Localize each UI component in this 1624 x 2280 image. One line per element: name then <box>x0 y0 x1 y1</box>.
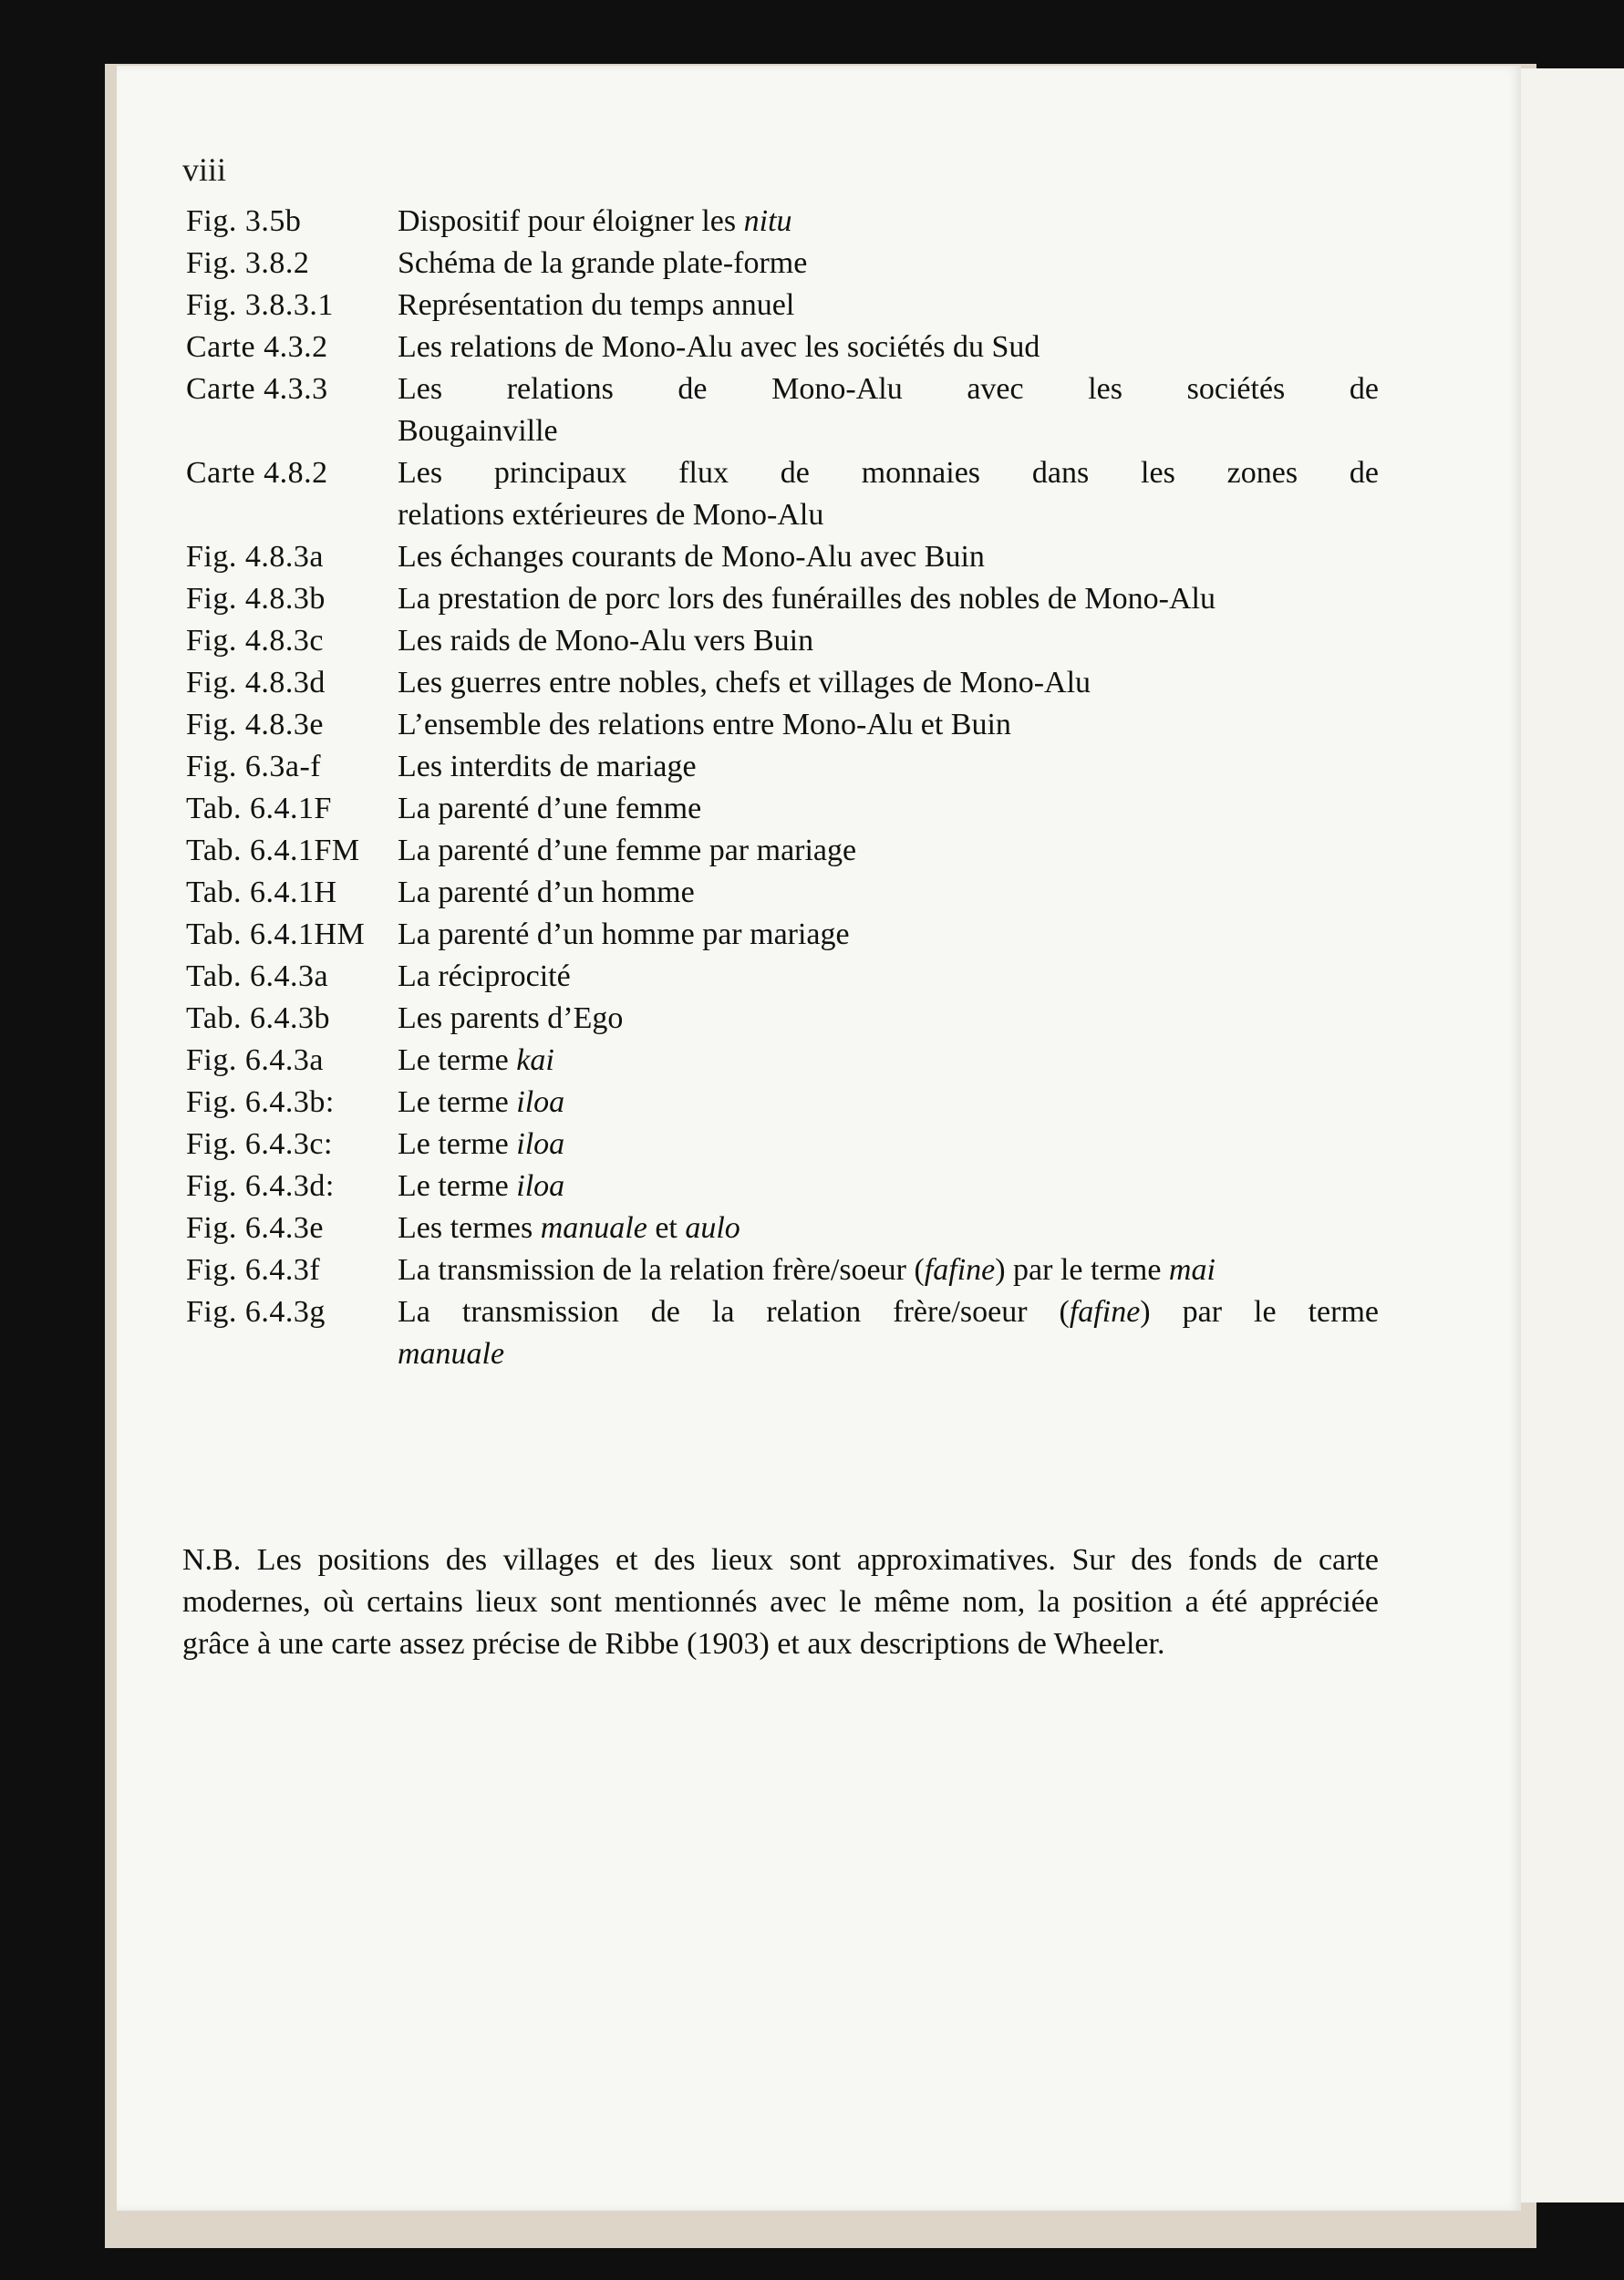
figure-ref: Fig. 4.8.3e <box>186 708 324 741</box>
caption-text: Les termes <box>398 1211 541 1245</box>
list-item <box>182 620 1386 662</box>
figure-ref: Fig. 6.4.3c: <box>186 1127 333 1161</box>
caption-text: ) par le terme <box>1140 1295 1379 1329</box>
figure-caption <box>398 285 1386 326</box>
italic-term: mai <box>1168 1253 1215 1287</box>
figure-ref: Fig. 3.5b <box>186 204 302 238</box>
figure-ref: Tab. 6.4.1H <box>186 876 337 909</box>
caption-text: La parenté d’un homme par mariage <box>398 917 850 951</box>
figure-ref: Tab. 6.4.1F <box>186 792 332 825</box>
nb-note: N.B. Les positions des villages et des lieux sont approximatives. Sur des fonds de carte modernes, où certains lieux sont mentionnés avec le même nom, la position a été appréciée grâce à une carte assez précise de Ribbe (1903) et aux descriptions de Wheeler. <box>182 1543 1379 1661</box>
figure-caption <box>398 1166 1386 1207</box>
caption-text: La parenté d’une femme par mariage <box>398 834 857 867</box>
figure-ref: Fig. 6.3a-f <box>186 750 322 783</box>
caption-text: Le terme <box>398 1085 517 1119</box>
facing-page-edge <box>1521 68 1624 2202</box>
caption-text: Les principaux flux de monnaies dans les zones de <box>398 456 1379 490</box>
list-item <box>182 746 1386 788</box>
caption-text: La réciprocité <box>398 959 571 993</box>
caption-text: La parenté d’une femme <box>398 792 702 825</box>
figure-caption <box>398 746 1386 788</box>
list-item <box>182 704 1386 746</box>
figure-ref <box>182 410 398 452</box>
italic-term: fafine <box>924 1253 996 1287</box>
caption-text: et <box>646 1211 686 1245</box>
list-item <box>182 830 1386 872</box>
italic-term: kai <box>516 1043 554 1077</box>
figure-ref: Tab. 6.4.1FM <box>186 834 360 867</box>
caption-text: La prestation de porc lors des funérailles des nobles de Mono-Alu <box>398 582 1215 616</box>
list-item <box>182 1040 1386 1082</box>
figure-ref: Fig. 3.8.3.1 <box>186 288 334 322</box>
list-item <box>182 452 1386 494</box>
caption-text: Représentation du temps annuel <box>398 288 795 322</box>
figure-caption <box>398 1333 1386 1375</box>
figure-caption <box>398 243 1386 285</box>
caption-text: Schéma de la grande plate-forme <box>398 246 808 280</box>
list-item <box>182 872 1386 914</box>
list-item <box>182 1291 1386 1333</box>
figure-ref: Fig. 4.8.3d <box>186 666 326 700</box>
figure-caption <box>398 914 1386 956</box>
figure-ref <box>182 494 398 536</box>
list-item <box>182 1166 1386 1207</box>
italic-term: iloa <box>516 1085 565 1119</box>
caption-text: Bougainville <box>398 414 558 448</box>
italic-term: iloa <box>516 1127 565 1161</box>
figure-caption <box>398 578 1386 620</box>
figure-ref: Fig. 6.4.3b: <box>186 1085 335 1119</box>
caption-text: Dispositif pour éloigner les <box>398 204 744 238</box>
figure-ref: Tab. 6.4.3b <box>186 1001 330 1035</box>
caption-text: La transmission de la relation frère/soeur ( <box>398 1295 1070 1329</box>
list-item <box>182 494 1386 536</box>
caption-text: relations extérieures de Mono-Alu <box>398 498 824 532</box>
figure-caption <box>398 788 1386 830</box>
figure-ref: Fig. 3.8.2 <box>186 246 310 280</box>
figure-caption <box>398 452 1386 494</box>
caption-text: Le terme <box>398 1127 517 1161</box>
italic-term: fafine <box>1069 1295 1141 1329</box>
italic-term: manuale <box>398 1337 505 1371</box>
figure-caption <box>398 662 1386 704</box>
caption-text: Les relations de Mono-Alu avec les sociétés du Sud <box>398 330 1040 364</box>
list-item <box>182 998 1386 1040</box>
figure-ref: Fig. 6.4.3a <box>186 1043 324 1077</box>
figure-caption <box>398 410 1386 452</box>
figure-ref: Fig. 6.4.3d: <box>186 1169 335 1203</box>
figure-caption <box>398 1124 1386 1166</box>
caption-text: Les échanges courants de Mono-Alu avec Buin <box>398 540 985 574</box>
page-number: viii <box>182 151 227 188</box>
italic-term: iloa <box>516 1169 565 1203</box>
list-item <box>182 1249 1386 1291</box>
italic-term: manuale <box>540 1211 647 1245</box>
list-item <box>182 1207 1386 1249</box>
list-item <box>182 578 1386 620</box>
figure-ref: Tab. 6.4.3a <box>186 959 329 993</box>
caption-text: Le terme <box>398 1169 517 1203</box>
figure-list <box>182 201 1386 1375</box>
figure-ref: Fig. 4.8.3b <box>186 582 326 616</box>
caption-text: Les raids de Mono-Alu vers Buin <box>398 624 814 658</box>
list-item <box>182 662 1386 704</box>
figure-ref: Fig. 6.4.3g <box>186 1295 326 1329</box>
figure-caption <box>398 1291 1386 1333</box>
caption-text: Les interdits de mariage <box>398 750 697 783</box>
list-item <box>182 914 1386 956</box>
figure-caption <box>398 1249 1386 1291</box>
list-item <box>182 1333 1386 1375</box>
caption-text: Les relations de Mono-Alu avec les sociétés de <box>398 372 1379 406</box>
figure-caption <box>398 494 1386 536</box>
list-item <box>182 326 1386 368</box>
list-item <box>182 368 1386 410</box>
list-item <box>182 285 1386 326</box>
figure-ref <box>182 1333 398 1375</box>
figure-ref: Fig. 4.8.3c <box>186 624 324 658</box>
figure-caption <box>398 956 1386 998</box>
figure-ref: Carte 4.3.2 <box>186 330 328 364</box>
caption-text: Le terme <box>398 1043 517 1077</box>
list-item <box>182 201 1386 243</box>
figure-ref: Carte 4.3.3 <box>186 372 328 406</box>
figure-caption <box>398 201 1386 243</box>
list-item <box>182 1082 1386 1124</box>
list-item <box>182 956 1386 998</box>
figure-ref: Tab. 6.4.1HM <box>186 917 366 951</box>
figure-caption <box>398 704 1386 746</box>
figure-ref: Carte 4.8.2 <box>186 456 328 490</box>
italic-term: nitu <box>743 204 792 238</box>
list-item <box>182 536 1386 578</box>
caption-text: La transmission de la relation frère/soeur ( <box>398 1253 925 1287</box>
figure-caption <box>398 620 1386 662</box>
figure-ref: Fig. 4.8.3a <box>186 540 324 574</box>
figure-caption <box>398 830 1386 872</box>
list-item <box>182 1124 1386 1166</box>
figure-caption <box>398 1082 1386 1124</box>
figure-caption <box>398 1207 1386 1249</box>
figure-caption <box>398 536 1386 578</box>
figure-ref: Fig. 6.4.3f <box>186 1253 321 1287</box>
figure-caption <box>398 998 1386 1040</box>
list-item <box>182 243 1386 285</box>
figure-caption <box>398 872 1386 914</box>
caption-text: Les guerres entre nobles, chefs et villages de Mono-Alu <box>398 666 1091 700</box>
figure-ref: Fig. 6.4.3e <box>186 1211 324 1245</box>
figure-caption <box>398 368 1386 410</box>
caption-text: L’ensemble des relations entre Mono-Alu et Buin <box>398 708 1011 741</box>
caption-text: ) par le terme <box>995 1253 1169 1287</box>
caption-text: Les parents d’Ego <box>398 1001 624 1035</box>
figure-caption <box>398 326 1386 368</box>
list-item <box>182 788 1386 830</box>
caption-text: La parenté d’un homme <box>398 876 695 909</box>
italic-term: aulo <box>685 1211 740 1245</box>
list-item <box>182 410 1386 452</box>
figure-caption <box>398 1040 1386 1082</box>
